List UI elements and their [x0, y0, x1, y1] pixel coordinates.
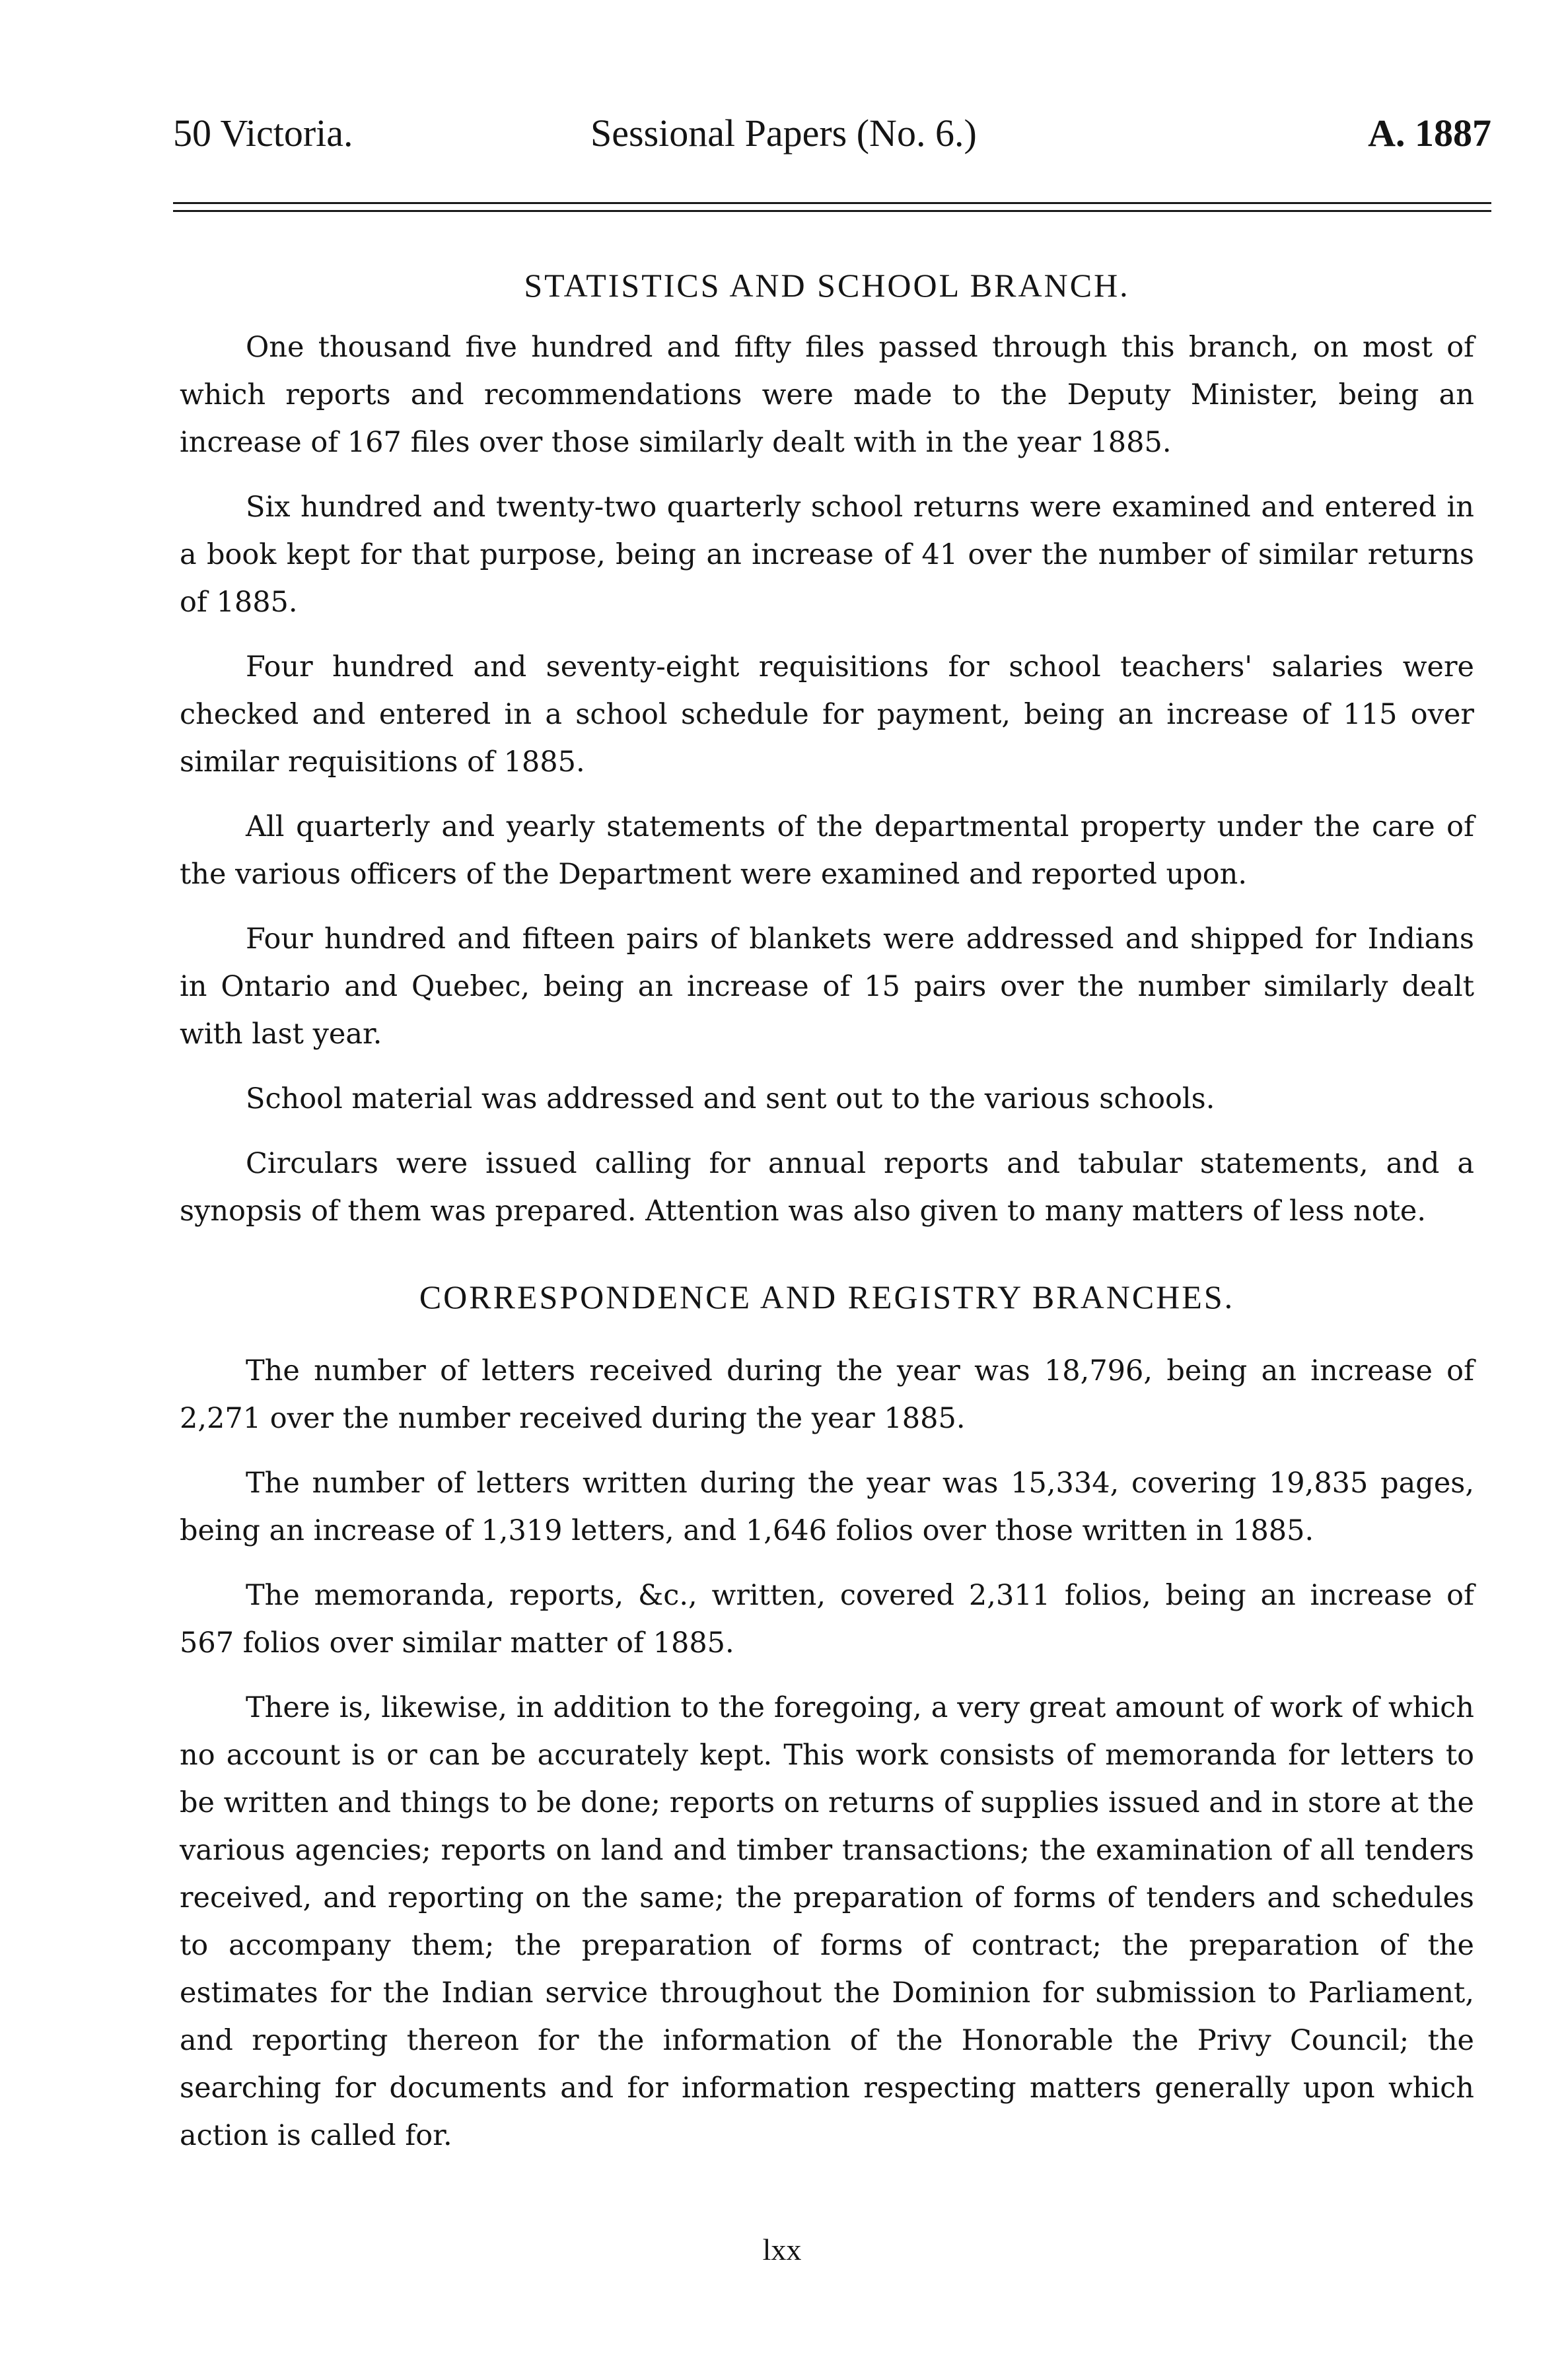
page-footer	[0, 2232, 1564, 2267]
header-rule-top	[173, 202, 1491, 204]
paragraph: One thousand five hundred and fifty files passed through this branch, on most of which reports and recommendations were made to the Deputy Minister, being an increase of 167 files over those similarly dealt with in the year 1885.	[180, 331, 1474, 459]
section-title-statistics: STATISTICS AND SCHOOL BRANCH.	[524, 267, 1130, 304]
paragraph: Four hundred and seventy-eight requisitions for school teachers' salaries were checked and entered in a school schedule for payment, being an increase of 115 over similar requisitions of 1885.	[180, 650, 1474, 779]
paragraph: Six hundred and twenty-two quarterly school returns were examined and entered in a book kept for that purpose, being an increase of 41 over the number of similar returns of 1885.	[180, 491, 1474, 619]
paragraph: Four hundred and fifteen pairs of blankets were addressed and shipped for Indians in Ontario and Quebec, being an increase of 15 pairs over the number similarly dealt with last year.	[180, 923, 1474, 1051]
paragraph: There is, likewise, in addition to the foregoing, a very great amount of work of which no account is or can be accurately kept. This work consists of memoranda for letters to be written and things to be done; reports on returns of supplies issued and in store at the various agencies; reports on land and timber transactions; the examination of all tenders received, and reporting on the same; the preparation of forms of tenders and schedules to accompany them; the preparation of forms of contract; the preparation of the estimates for the Indian service throughout the Dominion for submission to Parliament, and reporting thereon for the information of the Honorable the Privy Council; the searching for documents and for information respecting matters generally upon which action is called for.	[180, 1691, 1474, 2152]
paragraph: School material was addressed and sent out to the various schools.	[246, 1082, 1215, 1115]
header-session: 50 Victoria.	[173, 112, 353, 155]
header-sessional-papers: Sessional Papers (No. 6.)	[590, 112, 977, 155]
paragraph: All quarterly and yearly statements of the departmental property under the care of the various officers of the Department were examined and reported upon.	[180, 810, 1474, 891]
header-year: A. 1887	[1368, 112, 1491, 155]
section-title-correspondence: CORRESPONDENCE AND REGISTRY BRANCHES.	[419, 1278, 1235, 1315]
paragraph: The number of letters written during the year was 15,334, covering 19,835 pages, being an increase of 1,319 letters, and 1,646 folios over those written in 1885.	[180, 1467, 1474, 1547]
header-rule-bottom	[173, 210, 1491, 212]
page-number: lxx	[762, 2233, 802, 2266]
page-header	[173, 111, 1491, 164]
paragraph: Circulars were issued calling for annual reports and tabular statements, and a synopsis of them was prepared. Attention was also given to many matters of less note.	[180, 1147, 1474, 1228]
paragraph: The number of letters received during the year was 18,796, being an increase of 2,271 over the number received during the year 1885.	[180, 1354, 1474, 1435]
page-body	[180, 262, 1474, 2177]
paragraph: The memoranda, reports, &c., written, covered 2,311 folios, being an increase of 567 folios over similar matter of 1885.	[180, 1579, 1474, 1660]
